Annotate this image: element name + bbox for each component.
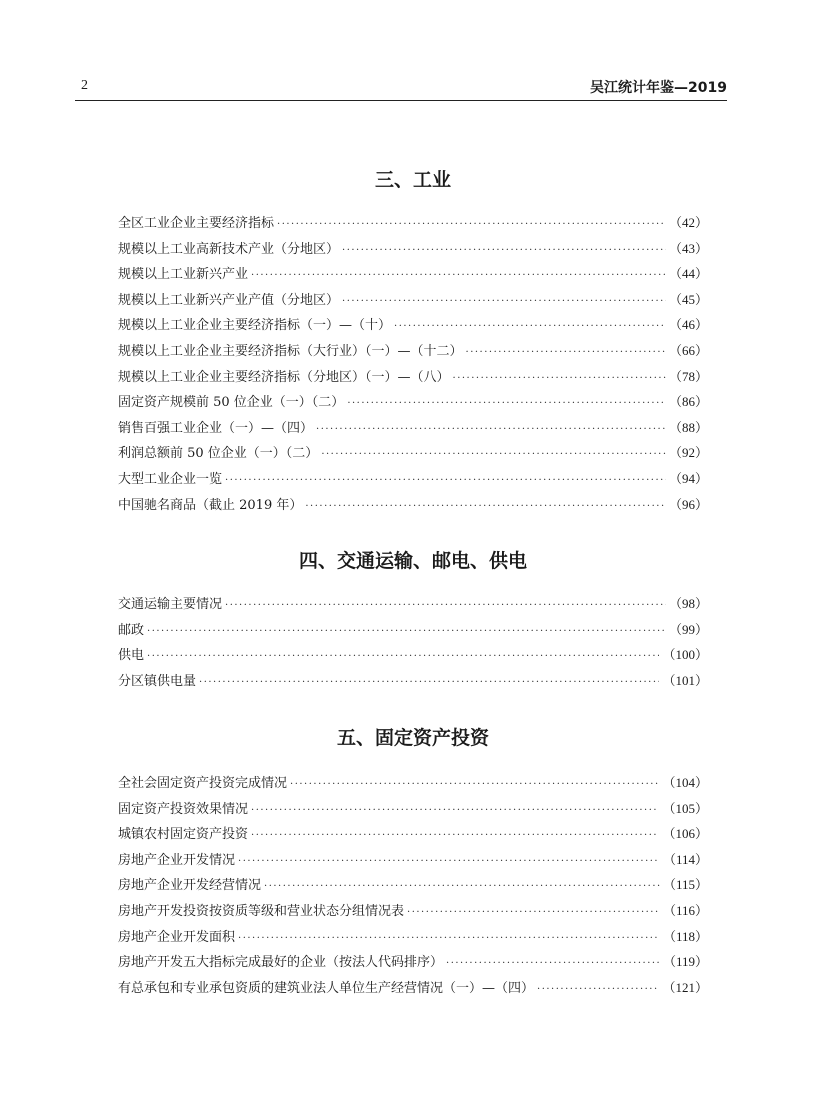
toc-entry-label: 全社会固定资产投资完成情况 bbox=[118, 776, 288, 791]
leader-dots bbox=[321, 449, 666, 460]
leader-dots bbox=[453, 373, 666, 384]
toc-entry[interactable] bbox=[118, 619, 708, 645]
leader-dots bbox=[264, 881, 660, 892]
leader-dots bbox=[394, 321, 666, 332]
leader-dots bbox=[316, 424, 666, 435]
section-title: 三、工业 bbox=[374, 169, 451, 191]
toc-entry-page: （118） bbox=[662, 928, 708, 944]
toc-entry[interactable] bbox=[118, 874, 708, 900]
toc-entry-label: 供电 bbox=[118, 648, 145, 664]
leader-dots bbox=[347, 398, 666, 409]
toc-entry[interactable] bbox=[118, 798, 708, 824]
toc-entry-page: （46） bbox=[668, 317, 708, 333]
leader-dots bbox=[305, 501, 666, 512]
toc-entry[interactable] bbox=[118, 926, 708, 952]
toc-entry[interactable] bbox=[118, 263, 708, 289]
toc-entry[interactable] bbox=[118, 494, 708, 520]
page-number: 2 bbox=[81, 78, 88, 93]
toc-entry[interactable] bbox=[118, 340, 708, 366]
toc-entry[interactable] bbox=[118, 468, 708, 494]
toc-entry-page: （119） bbox=[662, 954, 708, 970]
running-header bbox=[75, 72, 727, 101]
toc-entry-label: 规模以上工业企业主要经济指标（一）—（十） bbox=[118, 318, 392, 334]
leader-dots bbox=[251, 270, 666, 281]
toc-entry-page: （43） bbox=[668, 240, 708, 256]
toc-entries bbox=[118, 593, 708, 695]
toc-entry[interactable] bbox=[118, 391, 708, 417]
toc-entry[interactable] bbox=[118, 772, 708, 798]
toc-entry-label: 中国驰名商品（截止 2019 年） bbox=[118, 497, 303, 513]
toc-entry-page: （96） bbox=[668, 496, 708, 512]
toc-entry[interactable] bbox=[118, 644, 708, 670]
leader-dots bbox=[147, 651, 659, 662]
leader-dots bbox=[290, 779, 659, 790]
toc-entry-page: （94） bbox=[668, 470, 708, 486]
toc-entry-page: （104） bbox=[662, 775, 708, 790]
leader-dots bbox=[342, 245, 666, 256]
leader-dots bbox=[238, 933, 660, 944]
toc-entry-label: 销售百强工业企业（一）—（四） bbox=[118, 420, 314, 436]
toc-entry-page: （121） bbox=[662, 979, 708, 995]
leader-dots bbox=[147, 626, 666, 637]
toc-entry[interactable] bbox=[118, 238, 708, 264]
toc-entry[interactable] bbox=[118, 314, 708, 340]
leader-dots bbox=[407, 907, 660, 918]
leader-dots bbox=[225, 600, 666, 611]
book-title: 吴江统计年鉴—2019 bbox=[590, 80, 727, 96]
toc-entry-label: 规模以上工业高新技术产业（分地区） bbox=[118, 241, 340, 257]
toc-entry-label: 房地产企业开发面积 bbox=[118, 929, 236, 945]
leader-dots bbox=[277, 219, 666, 230]
toc-entry-page: （98） bbox=[668, 596, 708, 611]
toc-entry-label: 房地产开发投资按资质等级和营业状态分组情况表 bbox=[118, 903, 405, 919]
toc-entry-label: 规模以上工业新兴产业 bbox=[118, 267, 249, 283]
leader-dots bbox=[342, 296, 666, 307]
toc-entry-label: 房地产企业开发情况 bbox=[118, 852, 236, 868]
leader-dots bbox=[225, 475, 666, 486]
toc-entry-page: （45） bbox=[668, 291, 708, 307]
toc-entry-label: 大型工业企业一览 bbox=[118, 471, 223, 487]
toc-entry-page: （88） bbox=[668, 419, 708, 435]
toc-entry[interactable] bbox=[118, 442, 708, 468]
toc-entry-label: 房地产企业开发经营情况 bbox=[118, 878, 262, 894]
toc-entry[interactable] bbox=[118, 593, 708, 619]
leader-dots bbox=[199, 677, 659, 688]
toc-entry-page: （115） bbox=[662, 877, 708, 893]
toc-entry[interactable] bbox=[118, 366, 708, 392]
toc-entry-label: 规模以上工业企业主要经济指标（分地区）（一）—（八） bbox=[118, 369, 450, 385]
toc-entry-page: （105） bbox=[662, 800, 708, 816]
leader-dots bbox=[238, 856, 660, 867]
toc-entry-page: （116） bbox=[662, 902, 708, 918]
toc-entry-page: （106） bbox=[662, 826, 708, 842]
toc-entry-page: （100） bbox=[662, 647, 708, 663]
toc-entry-label: 规模以上工业新兴产业产值（分地区） bbox=[118, 292, 340, 308]
toc-entry-label: 分区镇供电量 bbox=[118, 673, 197, 689]
toc-entry-label: 房地产开发五大指标完成最好的企业（按法人代码排序） bbox=[118, 955, 444, 971]
toc-entry[interactable] bbox=[118, 417, 708, 443]
toc-entry-page: （42） bbox=[668, 215, 708, 230]
leader-dots bbox=[251, 830, 659, 841]
toc-entry[interactable] bbox=[118, 670, 708, 696]
toc-entry-label: 固定资产规模前 50 位企业（一）（二） bbox=[118, 395, 345, 411]
toc-entry-label: 利润总额前 50 位企业（一）（二） bbox=[118, 446, 319, 462]
toc-entry-page: （114） bbox=[662, 851, 708, 867]
toc-entry-label: 城镇农村固定资产投资 bbox=[118, 827, 249, 843]
leader-dots bbox=[446, 958, 660, 969]
toc-entry[interactable] bbox=[118, 212, 708, 238]
leader-dots bbox=[466, 347, 666, 358]
toc-entry[interactable] bbox=[118, 900, 708, 926]
toc-entry-page: （78） bbox=[668, 368, 708, 384]
toc-entry[interactable] bbox=[118, 951, 708, 977]
toc-entries bbox=[118, 212, 708, 519]
toc-entry[interactable] bbox=[118, 289, 708, 315]
toc-entry-label: 全区工业企业主要经济指标 bbox=[118, 216, 275, 231]
toc-entry-page: （66） bbox=[668, 342, 708, 358]
toc-entry-page: （92） bbox=[668, 445, 708, 461]
toc-entries bbox=[118, 772, 708, 1002]
toc-entry[interactable] bbox=[118, 823, 708, 849]
leader-dots bbox=[251, 805, 659, 816]
section-title: 四、交通运输、邮电、供电 bbox=[298, 550, 527, 572]
toc-entry[interactable] bbox=[118, 977, 708, 1003]
toc-entry-page: （99） bbox=[668, 621, 708, 637]
toc-entry-page: （86） bbox=[668, 394, 708, 410]
toc-entry-label: 规模以上工业企业主要经济指标（大行业）（一）—（十二） bbox=[118, 343, 463, 359]
section-title: 五、固定资产投资 bbox=[336, 727, 489, 749]
toc-entry-label: 交通运输主要情况 bbox=[118, 597, 223, 612]
toc-entry-label: 邮政 bbox=[118, 622, 145, 638]
toc-entry-page: （44） bbox=[668, 266, 708, 282]
leader-dots bbox=[537, 984, 659, 995]
toc-entry[interactable] bbox=[118, 849, 708, 875]
toc-entry-label: 有总承包和专业承包资质的建筑业法人单位生产经营情况（一）—（四） bbox=[118, 980, 535, 996]
toc-entry-label: 固定资产投资效果情况 bbox=[118, 801, 249, 817]
toc-entry-page: （101） bbox=[662, 672, 708, 688]
